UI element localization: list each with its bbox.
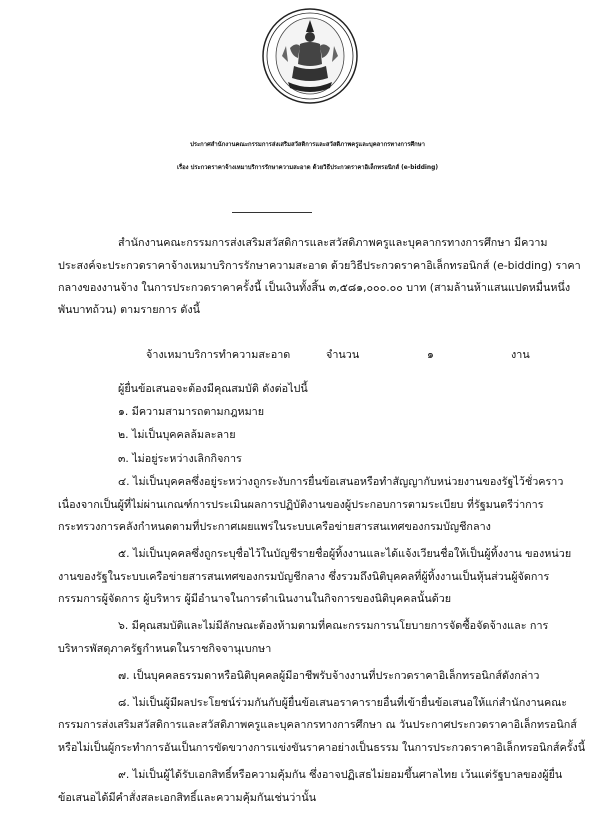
intro-line: พันบาทถ้วน) ตามรายการ ดังนี้	[58, 303, 201, 316]
announcement-title: ประกาศสำนักงานคณะกรรมการส่งเสริมสวัสดิการและสวัสดิภาพครูและบุคลากรทางการศึกษา	[190, 142, 425, 148]
qualification-item-cont: หรือไม่เป็นผู้กระทำการอันเป็นการขัดขวางการแข่งขันราคาอย่างเป็นธรรม ในการประกวดราคาอิเล็กทรอนิกส์ครั้งนี้	[58, 741, 586, 754]
intro-line: สำนักงานคณะกรรมการส่งเสริมสวัสดิการและสวัสดิภาพครูและบุคลากรทางการศึกษา มีความ	[118, 236, 548, 249]
qualification-item: ๓. ไม่อยู่ระหว่างเลิกกิจการ	[118, 452, 242, 465]
qualification-item-cont: งานของรัฐในระบบเครือข่ายสารสนเทศของกรมบัญชีกลาง ซึ่งรวมถึงนิติบุคคลที่ผู้ทิ้งงานเป็นหุ้นส่วนผู้จัดการ	[58, 570, 550, 583]
item-qty: ๑	[427, 348, 434, 361]
qualification-item: ๒. ไม่เป็นบุคคลล้มละลาย	[118, 428, 236, 441]
qualification-item-cont: กรรมการส่งเสริมสวัสดิการและสวัสดิภาพครูและบุคลากรทางการศึกษา ณ วันประกาศประกวดราคาอิเล็กทรอนิกส์	[58, 718, 577, 731]
intro-line: กลางของงานจ้าง ในการประกวดราคาครั้งนี้ เป็นเงินทั้งสิ้น ๓,๕๘๑,๐๐๐.๐๐ บาท (สามล้านห้าแสนแปดหมื่นหนึ่ง	[58, 281, 571, 294]
item-unit: งาน	[511, 348, 530, 361]
announcement-subject: เรื่อง ประกวดราคาจ้างเหมาบริการรักษาความสะอาด ด้วยวิธีประกวดราคาอิเล็กทรอนิกส์ (e-bidding)	[176, 165, 439, 171]
item-name: จ้างเหมาบริการทำความสะอาด	[146, 348, 291, 361]
qualification-item: ๙. ไม่เป็นผู้ได้รับเอกสิทธิ์หรือความคุ้มกัน ซึ่งอาจปฏิเสธไม่ยอมขึ้นศาลไทย เว้นแต่รัฐบาลของผู้ยื่น	[118, 768, 563, 781]
divider-line	[232, 212, 312, 213]
qualification-item: ๔. ไม่เป็นบุคคลซึ่งอยู่ระหว่างถูกระงับการยื่นข้อเสนอหรือทำสัญญากับหน่วยงานของรัฐไว้ชั่วคราว	[118, 475, 564, 488]
intro-line: ประสงค์จะประกวดราคาจ้างเหมาบริการรักษาความสะอาด ด้วยวิธีประกวดราคาอิเล็กทรอนิกส์ (e-bidding) ราคา	[58, 259, 581, 272]
garuda-emblem-seal	[260, 6, 360, 106]
item-qty-label: จำนวน	[326, 348, 360, 361]
qualification-item: ๖. มีคุณสมบัติและไม่มีลักษณะต้องห้ามตามที่คณะกรรมการนโยบายการจัดซื้อจัดจ้างและ การ	[118, 619, 549, 632]
qualification-item-cont: บริหารพัสดุภาครัฐกำหนดในราชกิจจานุเบกษา	[58, 642, 272, 655]
qualification-item: ๑. มีความสามารถตามกฎหมาย	[118, 405, 265, 418]
qualification-item-cont: ข้อเสนอได้มีคำสั่งสละเอกสิทธิ์และความคุ้มกันเช่นว่านั้น	[58, 791, 317, 804]
qualification-item-cont: เนื่องจากเป็นผู้ที่ไม่ผ่านเกณฑ์การประเมินผลการปฏิบัติงานของผู้ประกอบการตามระเบียบ ที่รัฐมนตรีว่าการ	[58, 498, 544, 511]
qualifications-heading: ผู้ยื่นข้อเสนอจะต้องมีคุณสมบัติ ดังต่อไปนี้	[118, 382, 308, 395]
qualification-item-cont: กระทรวงการคลังกำหนดตามที่ประกาศเผยแพร่ในระบบเครือข่ายสารสนเทศของกรมบัญชีกลาง	[58, 520, 491, 533]
qualification-item: ๘. ไม่เป็นผู้มีผลประโยชน์ร่วมกันกับผู้ยื่นข้อเสนอราคารายอื่นที่เข้ายื่นข้อเสนอให้แก่สำนักงานคณะ	[118, 696, 568, 709]
qualification-item: ๕. ไม่เป็นบุคคลซึ่งถูกระบุชื่อไว้ในบัญชีรายชื่อผู้ทิ้งงานและได้แจ้งเวียนชื่อให้เป็นผู้ทิ้งงาน ของหน่วย	[118, 547, 572, 560]
qualification-item: ๗. เป็นบุคคลธรรมดาหรือนิติบุคคลผู้มีอาชีพรับจ้างงานที่ประกวดราคาอิเล็กทรอนิกส์ดังกล่าว	[118, 669, 540, 682]
qualification-item-cont: กรรมการผู้จัดการ ผู้บริหาร ผู้มีอำนาจในการดำเนินงานในกิจการของนิติบุคคลนั้นด้วย	[58, 592, 452, 605]
